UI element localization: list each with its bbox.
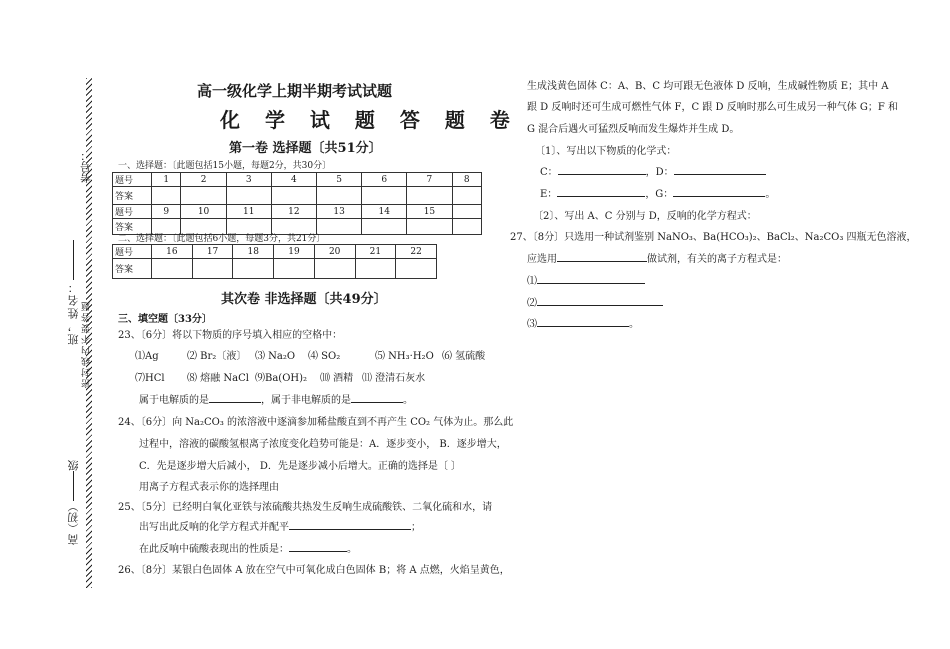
q25-line2: 出写出此反响的化学方程式并配平 ； [139, 518, 421, 533]
answer-cell[interactable] [233, 259, 274, 279]
answer-cell[interactable] [396, 259, 437, 279]
row-label: 题号 [113, 173, 152, 187]
answer-cell[interactable] [362, 187, 407, 205]
ionic-eq-3: ⑶ 。 [527, 315, 639, 330]
section3-heading: 三、填空题〔33分〕 [118, 314, 212, 325]
q23-item: ⑹ 氢硫酸 [442, 351, 486, 362]
question-number [452, 205, 482, 219]
q26-line2: 生成浅黄色固体 C：A、B、C 均可跟无色液体 D 反响，生成碱性物质 E；其中 A [527, 81, 889, 92]
question-number: 11 [226, 205, 271, 219]
question-number: 14 [362, 205, 407, 219]
q24-line4: 用离子方程式表示你的选择理由 [139, 482, 279, 493]
q24-line2: 过程中，溶液的碳酸氢根离子浓度变化趋势可能是：A．逐步变小， B．逐步增大， [139, 439, 507, 450]
question-number: 19 [274, 245, 315, 259]
property-blank[interactable] [289, 541, 347, 552]
row-label: 题号 [113, 245, 152, 259]
q23-answer-line: 属于电解质的是 ，属于非电解质的是 。 [139, 391, 413, 406]
question-number: 13 [316, 205, 361, 219]
row-label: 答案 [113, 259, 152, 279]
question-number: 1 [152, 173, 181, 187]
equation-blank[interactable] [289, 519, 411, 530]
ionic-eq-1: ⑴ [527, 272, 645, 287]
question-number: 16 [152, 245, 193, 259]
question-number: 22 [396, 245, 437, 259]
answer-sheet-title: 化 学 试 题 答 题 卷 [220, 108, 519, 132]
question-number: 2 [181, 173, 226, 187]
q23-item: ⑺HCl [135, 373, 165, 384]
answer-cell[interactable] [226, 187, 271, 205]
ionic-eq-3-blank[interactable] [537, 316, 629, 327]
question-number: 20 [314, 245, 355, 259]
answer-cell[interactable] [452, 219, 482, 235]
q23-item: ⑼Ba(OH)₂ [255, 373, 308, 384]
answer-cell[interactable] [152, 259, 193, 279]
q23-item: ⑾ 澄清石灰水 [362, 373, 426, 384]
ionic-eq-2: ⑵ [527, 294, 663, 309]
question-number: 9 [152, 205, 181, 219]
q26-line4: G 混合后遇火可猛烈反响而发生爆炸并生成 D。 [527, 124, 740, 135]
question-number: 21 [355, 245, 396, 259]
q26-line3: 跟 D 反响时还可生成可燃性气体 F，C 跟 D 反响时那么可生成另一种气体 G；F 和 [527, 102, 898, 113]
answer-cell[interactable] [407, 187, 452, 205]
student-name-label: 班，姓名： [66, 240, 82, 345]
answer-cell[interactable] [192, 259, 233, 279]
question-number: 12 [271, 205, 316, 219]
q26-line1: 26、〔8分〕某银白色固体 A 放在空气中可氧化成白色固体 B；将 A 点燃，火焰呈黄色， [118, 565, 510, 576]
section2-desc: 二、选择题：〔此题包括6小题，每题3分，共21分〕 [118, 234, 326, 244]
section1-desc: 一、选择题：〔此题包括15小题，每题2分，共30分〕 [118, 161, 332, 171]
nonelectrolyte-blank[interactable] [351, 392, 403, 403]
part1-heading: 第一卷 选择题〔共51分〕 [229, 141, 382, 156]
q26-formula-cd: C： ，D： [540, 163, 766, 178]
seal-line-note: 密封线内不要答题 [82, 300, 92, 388]
q23-item: ⑶ Na₂O [255, 351, 296, 362]
answer-cell[interactable] [452, 187, 482, 205]
question-number: 6 [362, 173, 407, 187]
row-label: 答案 [113, 219, 152, 235]
q26-formula-eg: E： ，G： 。 [540, 185, 775, 200]
electrolyte-blank[interactable] [209, 392, 261, 403]
answer-cell[interactable] [271, 187, 316, 205]
ionic-eq-2-blank[interactable] [537, 295, 663, 306]
exam-title: 高一级化学上期半期考试试题 [197, 82, 393, 100]
reagent-blank[interactable] [557, 251, 647, 262]
answer-cell[interactable] [181, 187, 226, 205]
q23-item: ⑻ 熔融 NaCl [187, 373, 249, 384]
answer-table-2 [112, 244, 437, 279]
part2-heading: 其次卷 非选择题〔共49分〕 [221, 292, 387, 307]
question-number: 5 [316, 173, 361, 187]
q25-line3: 在此反响中硫酸表现出的性质是： 。 [139, 540, 357, 555]
ionic-eq-1-blank[interactable] [537, 273, 645, 284]
q23-item: ⑸ NH₃·H₂O [375, 351, 434, 362]
answer-cell[interactable] [362, 219, 407, 235]
question-number: 15 [407, 205, 452, 219]
answer-cell[interactable] [407, 219, 452, 235]
q23-text: 23、〔6分〕将以下物质的序号填入相应的空格中： [118, 330, 343, 341]
q25-line1: 25、〔5分〕已经明白氧化亚铁与浓硫酸共热发生反响生成硫酸铁、二氧化硫和水，请 [118, 502, 493, 513]
formula-g-blank[interactable] [673, 186, 765, 197]
q23-item: ⑴Ag [135, 351, 159, 362]
answer-cell[interactable] [355, 259, 396, 279]
q24-line1: 24、〔6分〕向 Na₂CO₃ 的浓溶液中逐滴参加稀盐酸直到不再产生 CO₂ 气体为止。那么此 [118, 417, 514, 428]
answer-cell[interactable] [316, 187, 361, 205]
answer-table-1 [112, 172, 482, 235]
question-number: 17 [192, 245, 233, 259]
question-number: 4 [271, 173, 316, 187]
formula-d-blank[interactable] [674, 164, 766, 175]
q27-line1: 27、〔8分〕只选用一种试剂鉴别 NaNO₃、Ba(HCO₃)₂、BaCl₂、Na₂CO₃ 四瓶无色溶液， [510, 232, 917, 243]
q23-item: ⑽ 酒精 [320, 373, 354, 384]
q27-line2: 应选用 做试剂，有关的离子方程式是： [527, 250, 787, 265]
question-number: 8 [452, 173, 482, 187]
formula-c-blank[interactable] [558, 164, 646, 175]
formula-e-blank[interactable] [557, 186, 645, 197]
answer-cell[interactable] [274, 259, 315, 279]
q23-item: ⑵ Br₂〔液〕 [187, 351, 247, 362]
row-label: 题号 [113, 205, 152, 219]
answer-cell[interactable] [152, 187, 181, 205]
answer-cell[interactable] [314, 259, 355, 279]
exam-number-label: 考号： [79, 150, 93, 183]
q26-sub1: 〔1〕、写出以下物质的化学式： [535, 146, 677, 157]
q23-item: ⑷ SO₂ [308, 351, 341, 362]
q24-line3: C．先是逐步增大后减小， D．先是逐步减小后增大。正确的选择是〔 〕 [139, 461, 462, 472]
question-number: 7 [407, 173, 452, 187]
q26-sub2: 〔2〕、写出 A、C 分别与 D，反响的化学方程式： [533, 211, 757, 222]
school-label: 高（初）级 [67, 460, 80, 545]
question-number: 18 [233, 245, 274, 259]
question-number: 10 [181, 205, 226, 219]
question-number: 3 [226, 173, 271, 187]
row-label: 答案 [113, 187, 152, 205]
